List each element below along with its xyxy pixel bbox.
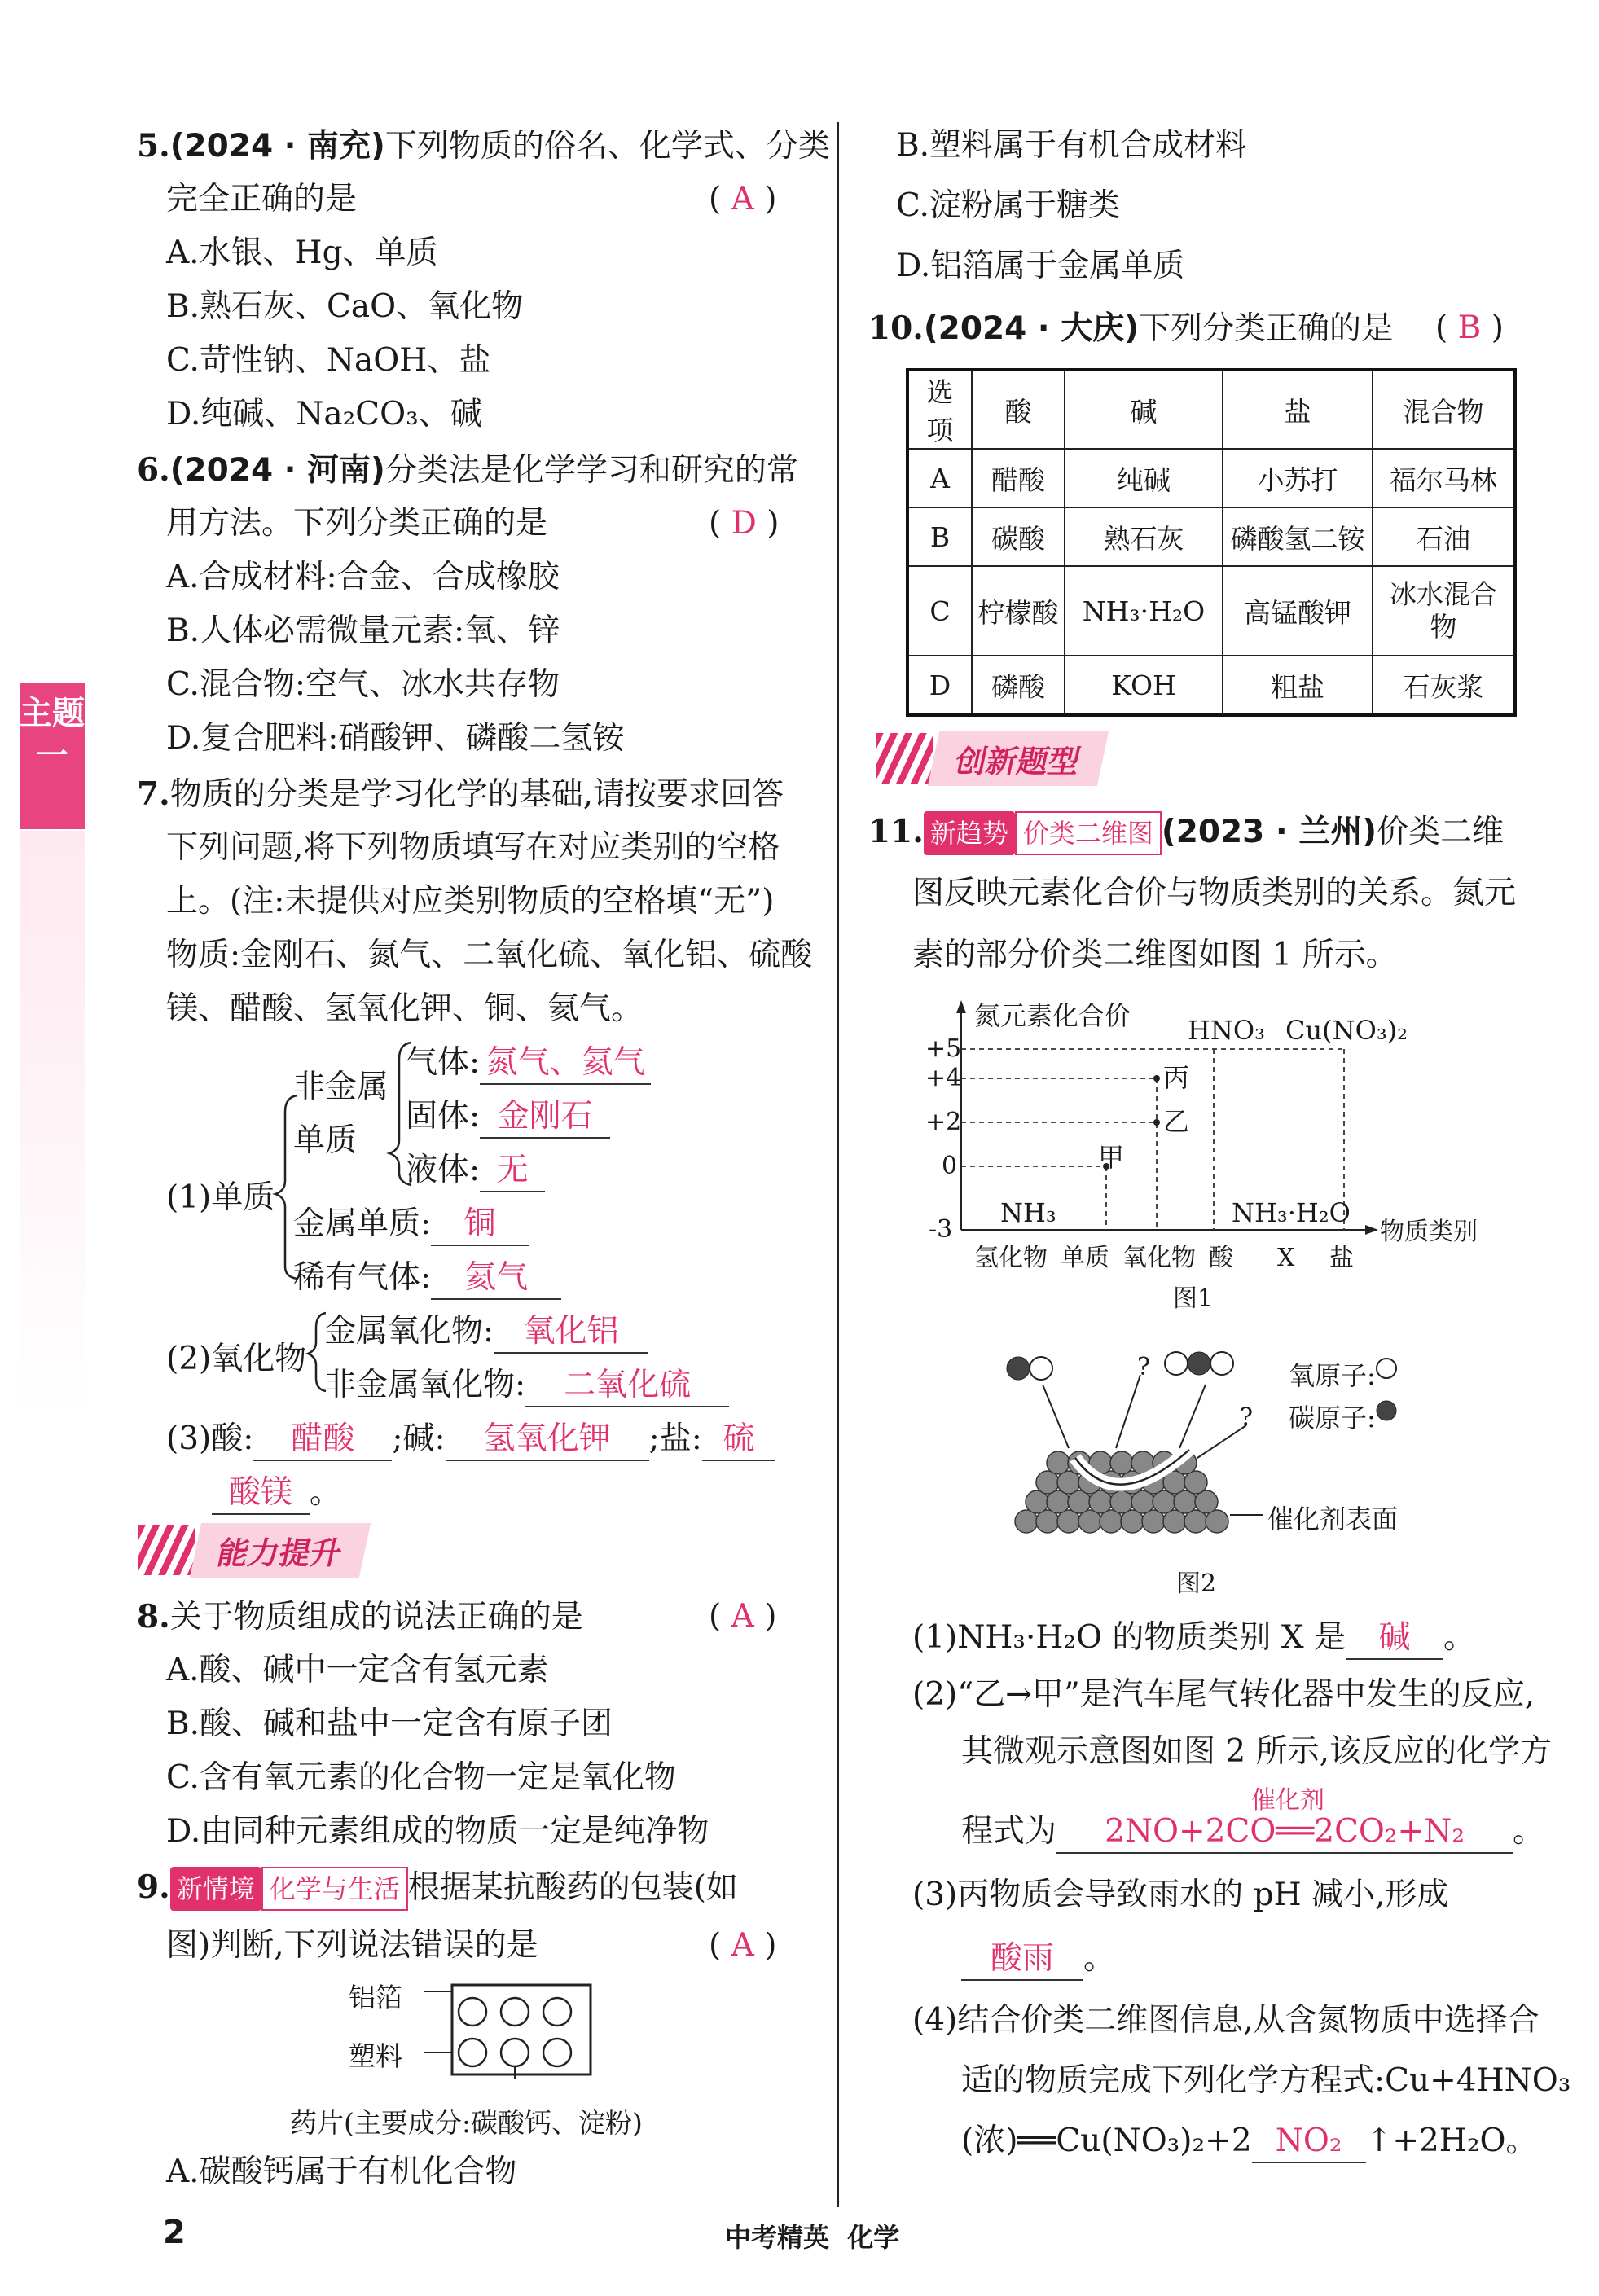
- table-cell: A: [907, 449, 972, 507]
- q11-s3-end: 。: [1083, 1940, 1116, 1977]
- q11-tag-valence-chart: 价类二维图: [1015, 811, 1162, 855]
- q6-option-b: B.人体必需微量元素:氧、锌: [166, 612, 560, 649]
- q11-s4-line3-end: ↑+2H₂O。: [1365, 2123, 1538, 2159]
- q7-end: 。: [310, 1474, 342, 1511]
- q9-answer: A: [731, 1927, 754, 1964]
- q7-danzhi: 单质: [293, 1122, 358, 1159]
- q7-nonmetal-oxide-label: 非金属氧化物:: [324, 1367, 526, 1403]
- q7-line-5: 镁、醋酸、氢氧化钾、铜、氦气。: [166, 990, 644, 1027]
- q5-option-b: B.熟石灰、CaO、氧化物: [166, 288, 524, 325]
- table-cell: 福尔马林: [1373, 449, 1515, 507]
- q11-s2-condition: 催化剂: [1251, 1786, 1324, 1815]
- q11-number: 11.: [868, 813, 924, 850]
- q5-option-c: C.苛性钠、NaOH、盐: [166, 342, 491, 379]
- q11-s3-answer: 酸雨: [961, 1938, 1083, 1981]
- q11-s4-line3: (浓)══Cu(NO₃)₂+2: [961, 2123, 1252, 2159]
- q7-part-1: (1)单质: [166, 1179, 275, 1216]
- q7-line-4: 物质:金刚石、氮气、二氧化硫、氧化铝、硫酸: [166, 937, 813, 973]
- table-cell: 石灰浆: [1373, 656, 1515, 715]
- q11-s1-answer: 碱: [1346, 1618, 1443, 1660]
- q7-salt-answer-1: 硫: [702, 1419, 775, 1461]
- q7-solid-label: 固体:: [406, 1098, 481, 1135]
- q5-answer: A: [731, 181, 754, 217]
- banner-innovation-text: 创新题型: [928, 731, 1109, 786]
- q9-stem: 根据某抗酸药的包装(如: [407, 1869, 738, 1906]
- q5-source: (2024 · 南充): [169, 128, 385, 165]
- q6-answer: D: [731, 505, 757, 542]
- table-cell: 磷酸氢二铵: [1223, 507, 1373, 566]
- q8-answer: A: [731, 1598, 754, 1635]
- page-number: 2: [163, 2214, 186, 2251]
- fig2-caption: 图2: [1176, 1569, 1217, 1598]
- fig1-ytick: +2: [925, 1108, 962, 1136]
- q10-table: [906, 368, 1517, 717]
- fig1-yi: 乙: [1163, 1106, 1190, 1137]
- q8-stem: 关于物质组成的说法正确的是: [169, 1599, 583, 1635]
- q7-line-1: 物质的分类是学习化学的基础,请按要求回答: [169, 776, 784, 813]
- table-cell: KOH: [1065, 656, 1223, 715]
- q5-option-a: A.水银、Hg、单质: [166, 235, 438, 271]
- q6-option-c: C.混合物:空气、冰水共存物: [166, 666, 560, 703]
- q8-number: 8.: [137, 1598, 170, 1635]
- table-cell: D: [907, 656, 972, 715]
- table-header: 碱: [1065, 370, 1223, 449]
- q6-number: 6.: [137, 451, 170, 489]
- q7-salt-label: ;盐:: [648, 1420, 702, 1457]
- q11-stem-2: 图反映元素化合价与物质类别的关系。氮元: [912, 875, 1517, 911]
- q7-base-label: ;碱:: [392, 1420, 446, 1457]
- fig1-cuno3: Cu(NO₃)₂: [1285, 1015, 1408, 1046]
- q7-base-answer: 氢氧化钾: [446, 1419, 649, 1461]
- q10-stem: 下列分类正确的是: [1139, 310, 1394, 347]
- table-cell: B: [907, 507, 972, 566]
- fig2-oxygen-label: 氧原子:: [1289, 1360, 1376, 1391]
- table-header-row: [907, 370, 1515, 449]
- fig1-bing: 丙: [1163, 1062, 1190, 1093]
- q9-option-b: B.塑料属于有机合成材料: [896, 127, 1248, 164]
- q7-acid-answer: 醋酸: [253, 1419, 392, 1461]
- q11-s4-answer: NO₂: [1252, 2121, 1366, 2163]
- table-cell: 粗盐: [1223, 656, 1373, 715]
- q8-option-a: A.酸、碱中一定含有氢元素: [166, 1652, 549, 1688]
- table-header: 混合物: [1373, 370, 1515, 449]
- section-banner-ability: [138, 1525, 365, 1575]
- q11-stem-1: 价类二维: [1377, 814, 1505, 850]
- q11-s1: (1)NH₃·H₂O 的物质类别 X 是: [912, 1619, 1346, 1656]
- q11-s1-end: 。: [1443, 1619, 1476, 1656]
- fig2-question-mark: ?: [1240, 1403, 1254, 1432]
- table-cell: 醋酸: [972, 449, 1065, 507]
- q11-s2-end: 。: [1513, 1813, 1545, 1850]
- q5-option-d: D.纯碱、Na₂CO₃、碱: [166, 396, 482, 432]
- q10-number: 10.: [868, 309, 924, 347]
- q9-option-a: A.碳酸钙属于有机化合物: [166, 2153, 517, 2190]
- q11-tag-new-trend: 新趋势: [924, 811, 1015, 855]
- table-cell: 柠檬酸: [972, 566, 1065, 656]
- q8-option-c: C.含有氧元素的化合物一定是氧化物: [166, 1759, 676, 1796]
- q9-tag-life: 化学与生活: [261, 1867, 408, 1911]
- fig1-xtick: 氢化物: [974, 1244, 1048, 1272]
- q9-caption: 药片(主要成分:碳酸钙、淀粉): [290, 2107, 643, 2139]
- q11-s2-line1: (2)“乙→甲”是汽车尾气转化器中发生的反应,: [912, 1676, 1535, 1713]
- q7-metal-oxide-label: 金属氧化物:: [324, 1313, 494, 1350]
- table-row: [907, 449, 1515, 507]
- fig1-ytick: -3: [929, 1215, 953, 1244]
- q7-part-2: (2)氧化物: [166, 1341, 307, 1377]
- fig1-ytick: +5: [925, 1034, 962, 1063]
- q6-source: (2024 · 河南): [169, 452, 385, 489]
- fig1-jia: 甲: [1098, 1142, 1125, 1173]
- q7-line-3: 上。(注:未提供对应类别物质的空格填“无”): [166, 883, 775, 920]
- q9-stem-2: 图)判断,下列说法错误的是: [166, 1927, 538, 1964]
- q9-label-plastic: 塑料: [349, 2040, 402, 2072]
- table-cell: 小苏打: [1223, 449, 1373, 507]
- q10-source: (2024 · 大庆): [923, 310, 1140, 347]
- q6-stem-2: 用方法。下列分类正确的是: [166, 505, 548, 542]
- fig1-ytick: 0: [942, 1152, 958, 1180]
- q11-s2-line3: 程式为: [961, 1813, 1057, 1850]
- table-cell: 冰水混合物: [1373, 566, 1515, 656]
- footer-title: 中考精英 化学: [725, 2222, 900, 2253]
- q7-solid-answer: 金刚石: [480, 1096, 610, 1139]
- q6-option-d: D.复合肥料:硝酸钾、磷酸二氢铵: [166, 720, 625, 757]
- table-header: 盐: [1223, 370, 1373, 449]
- q7-nonmetal: 非金属: [293, 1069, 389, 1105]
- q11-s2-line2: 其微观示意图如图 2 所示,该反应的化学方: [961, 1733, 1553, 1770]
- fig1-ylabel: 氮元素化合价: [974, 1000, 1131, 1031]
- q9-tag-new-scenario: 新情境: [170, 1867, 261, 1911]
- table-cell: 石油: [1373, 507, 1515, 566]
- fig1-xtick: 氧化物: [1122, 1244, 1196, 1272]
- q7-line-2: 下列问题,将下列物质填写在对应类别的空格: [166, 829, 780, 866]
- q11-source: (2023 · 兰州): [1161, 814, 1377, 850]
- q11-s3-line1: (3)丙物质会导致雨水的 pH 减小,形成: [912, 1877, 1449, 1913]
- table-cell: 磷酸: [972, 656, 1065, 715]
- fig1-caption: 图1: [1173, 1284, 1214, 1313]
- section-banner-innovation: [876, 733, 1103, 784]
- fig1-xlabel: 物质类别: [1380, 1218, 1478, 1246]
- q7-liquid-label: 液体:: [406, 1152, 481, 1188]
- table-cell: 纯碱: [1065, 449, 1223, 507]
- fig2-question-mark: ?: [1137, 1353, 1151, 1381]
- q7-liquid-answer: 无: [480, 1150, 545, 1192]
- table-cell: C: [907, 566, 972, 656]
- table-cell: 熟石灰: [1065, 507, 1223, 566]
- q9-option-c: C.淀粉属于糖类: [896, 187, 1120, 224]
- fig1-ytick: +4: [925, 1064, 962, 1092]
- q7-salt-answer-2: 酸镁: [212, 1473, 310, 1515]
- table-header: 酸: [972, 370, 1065, 449]
- table-cell: 碳酸: [972, 507, 1065, 566]
- table-row: [907, 566, 1515, 656]
- table-row: [907, 656, 1515, 715]
- fig1-xtick: X: [1277, 1244, 1295, 1272]
- q8-option-b: B.酸、碱和盐中一定含有原子团: [166, 1706, 613, 1742]
- q9-number: 9.: [137, 1868, 170, 1906]
- q7-metal-answer: 铜: [431, 1204, 529, 1246]
- fig2-carbon-label: 碳原子:: [1289, 1403, 1376, 1433]
- q7-nonmetal-oxide-answer: 二氧化硫: [525, 1365, 729, 1407]
- q5-number: 5.: [137, 127, 170, 165]
- q7-metal-label: 金属单质:: [293, 1205, 432, 1242]
- q8-option-d: D.由同种元素组成的物质一定是纯净物: [166, 1813, 709, 1850]
- table-cell: 高锰酸钾: [1223, 566, 1373, 656]
- table-cell: NH₃·H₂O: [1065, 566, 1223, 656]
- column-divider: [837, 122, 839, 2207]
- q9-option-d: D.铝箔属于金属单质: [896, 248, 1185, 284]
- q11-s4-line1: (4)结合价类二维图信息,从含氮物质中选择合: [912, 2002, 1540, 2039]
- q9-label-foil: 铝箔: [349, 1982, 402, 2013]
- q5-stem-2: 完全正确的是: [166, 181, 358, 217]
- fig1-nh3h2o: NH₃·H₂O: [1232, 1197, 1351, 1228]
- q11-stem-3: 素的部分价类二维图如图 1 所示。: [912, 937, 1398, 973]
- q10-answer: B: [1457, 309, 1482, 346]
- fig1-xtick: 单质: [1061, 1244, 1109, 1272]
- q7-number: 7.: [137, 775, 170, 813]
- table-row: [907, 507, 1515, 566]
- q11-s4-line2: 适的物质完成下列化学方程式:Cu+4HNO₃: [961, 2062, 1571, 2099]
- side-tab-1[interactable]: 主题一: [20, 694, 85, 775]
- q11-s2-answer: 2NO+2CO══2CO₂+N₂: [1056, 1811, 1513, 1854]
- q6-stem: 分类法是化学学习和研究的常: [384, 452, 798, 489]
- banner-ability-text: 能力提升: [190, 1523, 371, 1578]
- q7-gas-label: 气体:: [406, 1044, 481, 1081]
- fig1-xtick: 盐: [1329, 1244, 1354, 1272]
- table-header: 选项: [907, 370, 972, 449]
- q7-rare-label: 稀有气体:: [293, 1259, 432, 1296]
- fig1-hno3: HNO₃: [1188, 1015, 1265, 1046]
- fig2-surface-label: 催化剂表面: [1267, 1504, 1399, 1534]
- q7-metal-oxide-answer: 氧化铝: [494, 1311, 648, 1354]
- fig1-nh3: NH₃: [1000, 1197, 1056, 1228]
- fig1-xtick: 酸: [1209, 1244, 1233, 1272]
- q6-option-a: A.合成材料:合金、合成橡胶: [166, 559, 560, 595]
- q7-part-3: (3)酸:: [166, 1420, 254, 1457]
- q5-stem: 下列物质的俗名、化学式、分类: [384, 128, 830, 165]
- q7-rare-answer: 氦气: [431, 1258, 561, 1300]
- q7-gas-answer: 氮气、氦气: [480, 1043, 651, 1085]
